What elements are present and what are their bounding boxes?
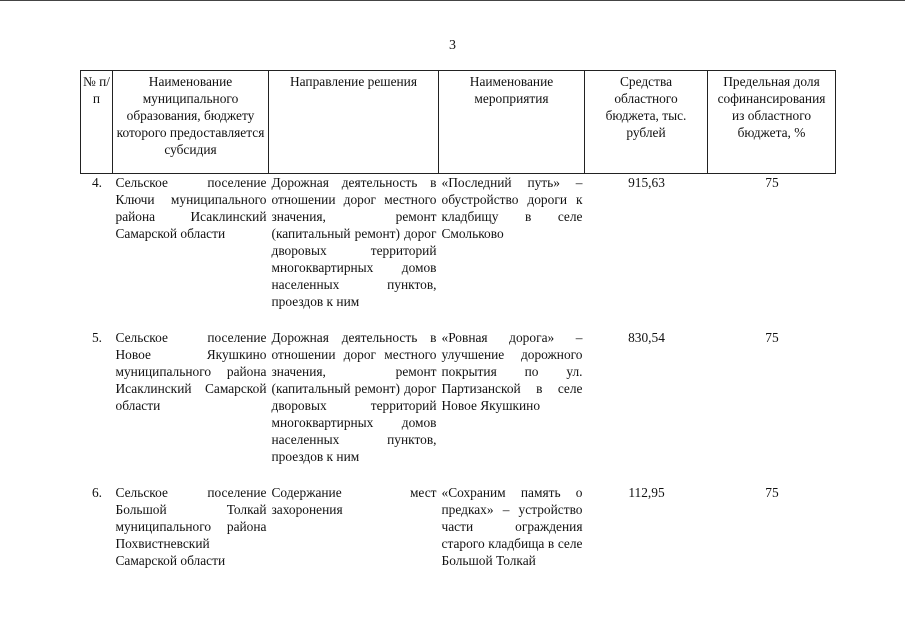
table-row [81,174,836,330]
row-direction: Дорожная деятельность в отношении дорог местного значения, ремонт (капитальный ремонт) дорог дворовых территорий многоквартирных домов населенных пунктов, проездов к ним [271,175,437,309]
header-number: № п/п [81,71,113,174]
table-header-row [81,71,836,174]
row-funds: 915,63 [628,175,665,190]
header-funds: Средства областного бюджета, тыс. рублей [585,71,708,174]
header-share: Предельная доля софинансирования из областного бюджета, % [708,71,836,174]
row-funds: 830,54 [628,330,665,345]
table-row [81,484,836,569]
page-top-rule [0,0,905,1]
row-number: 6. [91,485,103,500]
header-direction: Направление решения [269,71,439,174]
row-event: «Ровная дорога» – улучшение дорожного покрытия по ул. Партизанской в селе Новое Якушкино [441,330,583,413]
row-share: 75 [765,330,779,345]
subsidy-table [80,70,836,569]
page-number: 3 [449,38,456,53]
row-municipality: Сельское поселение Ключи муниципального района Исаклинский Самарской области [115,175,267,241]
row-number: 4. [91,175,103,190]
row-number: 5. [91,330,103,345]
table-row [81,329,836,484]
row-direction: Содержание мест захоронения [271,485,437,517]
row-direction: Дорожная деятельность в отношении дорог местного значения, ремонт (капитальный ремонт) дорог дворовых территорий многоквартирных домов населенных пунктов, проездов к ним [271,330,437,464]
row-event: «Последний путь» – обустройство дороги к кладбищу в селе Смольково [441,175,583,241]
row-share: 75 [765,485,779,500]
row-municipality: Сельское поселение Большой Толкай муниципального района Похвистневский Самарской области [115,485,267,568]
header-municipality: Наименование муниципального образования, бюджету которого предоставляется субсидия [113,71,269,174]
header-event: Наименование мероприятия [439,71,585,174]
row-event: «Сохраним память о предках» – устройство части ограждения старого кладбища в селе Большой Толкай [441,485,583,568]
row-municipality: Сельское поселение Новое Якушкино муниципального района Исаклинский Самарской области [115,330,267,413]
row-share: 75 [765,175,779,190]
row-funds: 112,95 [628,485,665,500]
